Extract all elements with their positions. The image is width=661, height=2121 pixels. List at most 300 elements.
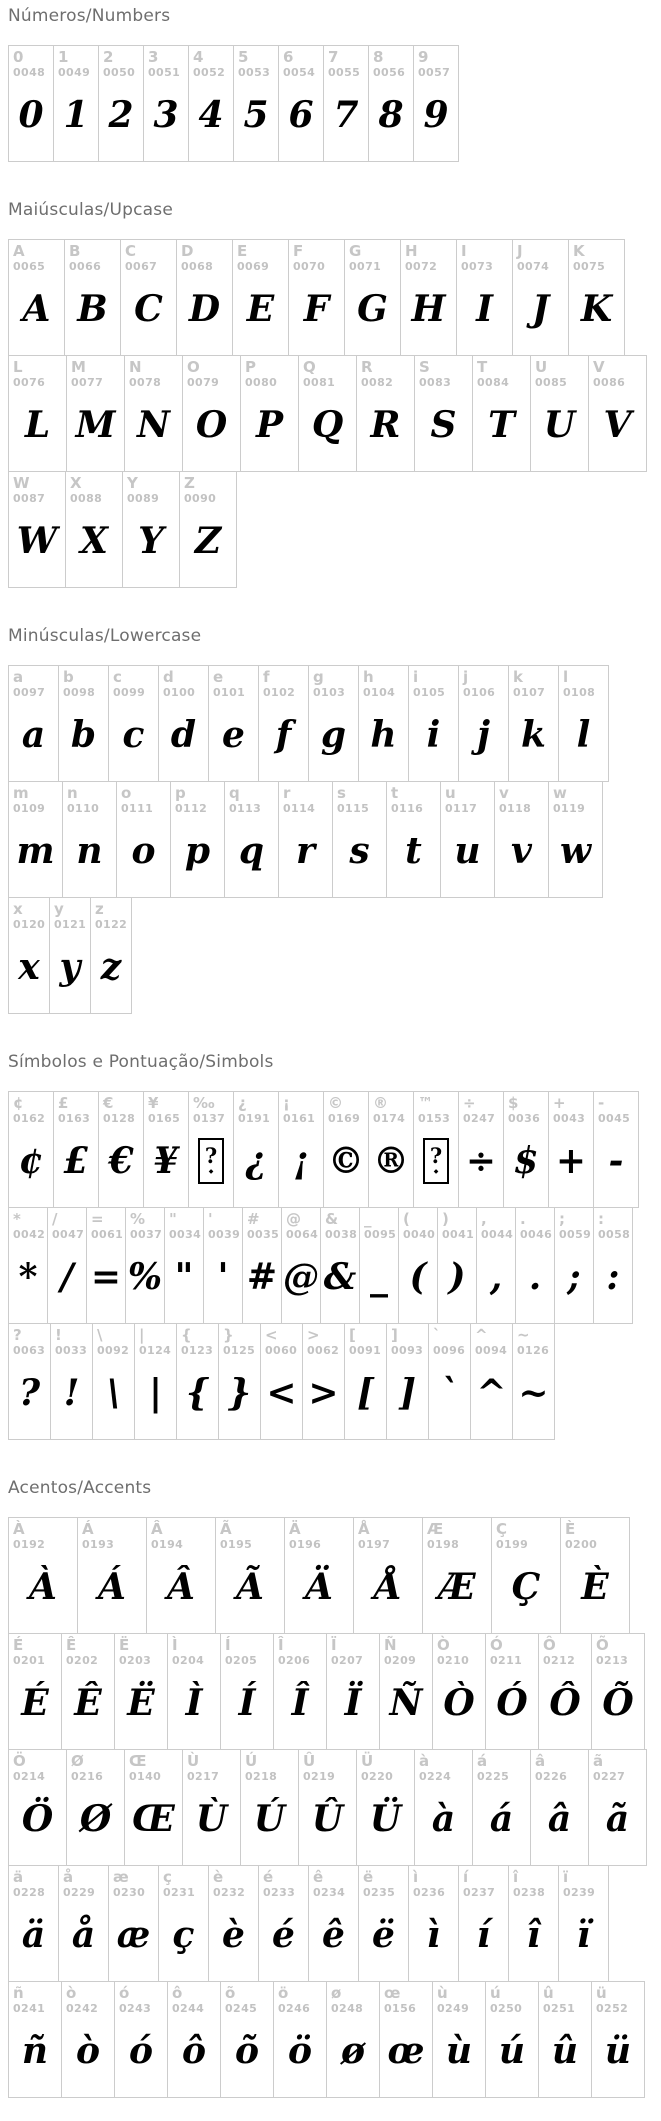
char-cell-0087 <box>8 471 66 588</box>
cell-char-label: @ <box>286 1210 301 1228</box>
cell-char-label: X <box>70 474 82 492</box>
char-cell-0111 <box>116 781 171 898</box>
charmap-row <box>8 471 661 588</box>
cell-char-label: U <box>535 358 548 376</box>
charmap-row <box>8 239 661 356</box>
glyph-0065: A <box>22 287 51 330</box>
cell-char-label: û <box>543 1984 554 2002</box>
cell-char-label: g <box>313 668 324 686</box>
glyph-0234: ê <box>322 1913 345 1956</box>
char-cell-0224 <box>414 1749 473 1866</box>
cell-head <box>225 1985 273 2015</box>
cell-head <box>433 1327 470 1357</box>
cell-head <box>293 243 344 273</box>
cell-head <box>13 1753 66 1783</box>
cell-char-label: + <box>553 1094 566 1112</box>
cell-head <box>303 359 356 389</box>
cell-head <box>119 1985 167 2015</box>
cell-head <box>13 1869 58 1899</box>
cell-char-label: H <box>405 242 418 260</box>
char-cell-0068 <box>176 239 233 356</box>
char-cell-0060 <box>260 1323 303 1440</box>
glyph-0060: < <box>266 1371 297 1414</box>
cell-char-label: ü <box>596 1984 607 2002</box>
glyph-0241: ñ <box>21 2029 49 2072</box>
glyph-0078: N <box>137 403 170 446</box>
cell-head <box>418 1095 458 1125</box>
char-cell-0235 <box>358 1865 409 1982</box>
cell-char-label: - <box>598 1094 605 1112</box>
cell-head <box>13 475 65 505</box>
cell-code-label: 0035 <box>247 1227 280 1241</box>
char-cell-0218 <box>240 1749 299 1866</box>
cell-head <box>437 1637 485 1667</box>
glyph-0084: T <box>488 403 515 446</box>
charmap-row <box>8 1865 661 1982</box>
char-cell-0123 <box>176 1323 219 1440</box>
cell-head <box>113 1869 158 1899</box>
glyph-0042: * <box>18 1255 38 1298</box>
cell-code-label: 0169 <box>328 1111 361 1125</box>
cell-head <box>463 669 508 699</box>
cell-char-label: C <box>125 242 137 260</box>
glyph-0072: H <box>411 287 446 330</box>
glyph-0196: Ä <box>305 1565 333 1608</box>
cell-code-label: 0196 <box>289 1537 322 1551</box>
cell-code-label: 0049 <box>58 65 91 79</box>
glyph-0107: k <box>521 713 546 756</box>
cell-char-label: t <box>391 784 399 802</box>
cell-char-label: Ë <box>119 1636 130 1654</box>
cell-char-label: V <box>593 358 605 376</box>
char-cell-0047 <box>47 1207 87 1324</box>
cell-head <box>361 1753 414 1783</box>
glyph-0059: ; <box>567 1255 581 1298</box>
cell-code-label: 0110 <box>67 801 100 815</box>
char-cell-0214 <box>8 1749 67 1866</box>
glyph-0233: é <box>272 1913 295 1956</box>
glyph-0055: 7 <box>333 93 359 136</box>
cell-char-label: ¢ <box>13 1094 24 1112</box>
cell-code-label: 0072 <box>405 259 438 273</box>
char-cell-0069 <box>232 239 289 356</box>
char-cell-0078 <box>124 355 183 472</box>
glyph-0203: Ë <box>127 1681 155 1724</box>
glyph-0244: ô <box>181 2029 206 2072</box>
glyph-0231: ç <box>172 1913 195 1956</box>
cell-code-label: 0106 <box>463 685 496 699</box>
char-cell-0071 <box>344 239 401 356</box>
cell-char-label: $ <box>508 1094 519 1112</box>
glyph-0165: ¥ <box>153 1139 179 1182</box>
char-cell-0202 <box>61 1633 115 1750</box>
char-cell-0245 <box>220 1981 274 2098</box>
cell-char-label: £ <box>58 1094 69 1112</box>
cell-head <box>283 1095 323 1125</box>
glyph-0045: - <box>608 1139 624 1182</box>
cell-head <box>225 1637 273 1667</box>
char-cell-0059 <box>554 1207 594 1324</box>
cell-head <box>289 1521 353 1551</box>
cell-code-label: 0162 <box>13 1111 46 1125</box>
char-cell-0249 <box>432 1981 486 2098</box>
cell-code-label: 0119 <box>553 801 586 815</box>
glyph-0153 <box>414 1125 458 1207</box>
cell-head <box>553 785 602 815</box>
glyph-0121: y <box>59 945 81 988</box>
cell-char-label: â <box>535 1752 546 1770</box>
char-cell-0213 <box>591 1633 645 1750</box>
cell-code-label: 0124 <box>139 1343 172 1357</box>
cell-head <box>70 475 122 505</box>
char-cell-0077 <box>66 355 125 472</box>
char-cell-0036 <box>503 1091 549 1208</box>
cell-head <box>63 1869 108 1899</box>
glyph-0115: s <box>349 829 370 872</box>
cell-char-label: | <box>139 1326 145 1344</box>
cell-head <box>391 1327 428 1357</box>
glyph-0036: $ <box>513 1139 539 1182</box>
char-cell-0231 <box>158 1865 209 1982</box>
cell-head <box>97 1327 134 1357</box>
glyph-0249: ù <box>445 2029 473 2072</box>
cell-code-label: 0120 <box>13 917 46 931</box>
section-lowercase <box>8 626 661 1014</box>
glyph-0076: L <box>24 403 51 446</box>
glyph-0125: } <box>227 1371 252 1414</box>
cell-head <box>187 1753 240 1783</box>
glyph-0083: S <box>430 403 457 446</box>
cell-head <box>278 1637 326 1667</box>
cell-head <box>313 669 358 699</box>
cell-code-label: 0091 <box>349 1343 382 1357</box>
charmap-row <box>8 897 661 1014</box>
cell-code-label: 0036 <box>508 1111 541 1125</box>
char-cell-0165 <box>143 1091 189 1208</box>
glyph-0206: Î <box>291 1681 309 1724</box>
glyph-0041: ) <box>448 1255 466 1298</box>
cell-code-label: 0071 <box>349 259 382 273</box>
glyph-0077: M <box>75 403 116 446</box>
cell-head <box>419 359 472 389</box>
char-cell-0219 <box>298 1749 357 1866</box>
glyph-0128: € <box>108 1139 134 1182</box>
cell-code-label: 0211 <box>490 1653 523 1667</box>
cell-head <box>490 1637 538 1667</box>
char-cell-0243 <box>114 1981 168 2098</box>
charmap-row <box>8 781 661 898</box>
cell-char-label: ò <box>66 1984 77 2002</box>
char-cell-0074 <box>512 239 569 356</box>
cell-char-label: 0 <box>13 48 24 66</box>
cell-head <box>384 1637 432 1667</box>
notdef-glyph-box: ? ◆ <box>198 1138 224 1184</box>
cell-char-label: ® <box>373 1094 388 1112</box>
cell-code-label: 0033 <box>55 1343 88 1357</box>
cell-head <box>499 785 548 815</box>
cell-head <box>283 49 323 79</box>
cell-code-label: 0085 <box>535 375 568 389</box>
cell-char-label: Å <box>358 1520 370 1538</box>
cell-code-label: 0066 <box>69 259 102 273</box>
char-cell-0207 <box>326 1633 380 1750</box>
cell-head <box>496 1521 560 1551</box>
glyph-0238: î <box>526 1913 541 1956</box>
char-cell-0113 <box>224 781 279 898</box>
cell-code-label: 0241 <box>13 2001 46 2015</box>
char-cell-0081 <box>298 355 357 472</box>
char-cell-0128 <box>98 1091 144 1208</box>
cell-code-label: 0113 <box>229 801 262 815</box>
cell-code-label: 0216 <box>71 1769 104 1783</box>
cell-code-label: 0117 <box>445 801 478 815</box>
cell-code-label: 0250 <box>490 2001 523 2015</box>
cell-char-label: u <box>445 784 456 802</box>
cell-char-label: N <box>129 358 142 376</box>
cell-char-label: ç <box>163 1868 172 1886</box>
char-cell-0106 <box>458 665 509 782</box>
cell-head <box>213 1869 258 1899</box>
notdef-glyph-box: ? ◆ <box>423 1138 449 1184</box>
cell-head <box>325 1211 359 1241</box>
cell-head <box>598 1211 632 1241</box>
glyph-0106: j <box>476 713 491 756</box>
char-cell-0205 <box>220 1633 274 1750</box>
cell-char-label: € <box>103 1094 114 1112</box>
glyph-0099: c <box>122 713 145 756</box>
cell-char-label: T <box>477 358 488 376</box>
cell-head <box>103 49 143 79</box>
cell-code-label: 0165 <box>148 1111 181 1125</box>
cell-char-label: Î <box>278 1636 284 1654</box>
cell-char-label: ) <box>442 1210 449 1228</box>
glyph-0087: W <box>16 519 58 562</box>
glyph-0073: I <box>476 287 493 330</box>
char-cell-0055 <box>323 45 369 162</box>
char-cell-0140 <box>124 1749 183 1866</box>
char-cell-0064 <box>281 1207 321 1324</box>
cell-char-label: À <box>13 1520 25 1538</box>
glyph-0104: h <box>370 713 397 756</box>
char-cell-0092 <box>92 1323 135 1440</box>
cell-code-label: 0218 <box>245 1769 278 1783</box>
cell-code-label: 0239 <box>563 1885 596 1899</box>
glyph-0098: b <box>70 713 97 756</box>
glyph-0049: 1 <box>63 93 89 136</box>
cell-head <box>413 1869 458 1899</box>
cell-head <box>66 1985 114 2015</box>
cell-code-label: 0226 <box>535 1769 568 1783</box>
glyph-0068: D <box>188 287 221 330</box>
char-cell-0161 <box>278 1091 324 1208</box>
glyph-0242: ò <box>75 2029 100 2072</box>
glyph-0248: ø <box>340 2029 365 2072</box>
cell-code-label: 0093 <box>391 1343 424 1357</box>
cell-head <box>328 49 368 79</box>
cell-head <box>181 1327 218 1357</box>
cell-head <box>13 901 49 931</box>
cell-char-label: . <box>520 1210 526 1228</box>
charmap-table-numbers <box>8 45 661 162</box>
char-cell-0054 <box>278 45 324 162</box>
glyph-0224: à <box>431 1797 456 1840</box>
cell-head <box>129 1753 182 1783</box>
charmap-table-accents <box>8 1517 661 2098</box>
glyph-0200: È <box>581 1565 609 1608</box>
char-cell-0093 <box>386 1323 429 1440</box>
cell-code-label: 0044 <box>481 1227 514 1241</box>
cell-code-label: 0034 <box>169 1227 202 1241</box>
cell-head <box>593 1753 646 1783</box>
cell-head <box>413 669 458 699</box>
cell-code-label: 0079 <box>187 375 220 389</box>
cell-head <box>442 1211 476 1241</box>
cell-head <box>405 243 456 273</box>
cell-char-label: ` <box>433 1326 441 1344</box>
char-cell-0088 <box>65 471 123 588</box>
cell-head <box>553 1095 593 1125</box>
cell-code-label: 0051 <box>148 65 181 79</box>
cell-code-label: 0121 <box>54 917 87 931</box>
cell-char-label: O <box>187 358 200 376</box>
cell-head <box>535 359 588 389</box>
cell-char-label: 3 <box>148 48 159 66</box>
cell-head <box>373 1095 413 1125</box>
cell-char-label: © <box>328 1094 343 1112</box>
cell-char-label: h <box>363 668 374 686</box>
cell-char-label: A <box>13 242 25 260</box>
char-cell-0200 <box>560 1517 630 1634</box>
cell-head <box>373 49 413 79</box>
cell-head <box>245 1753 298 1783</box>
cell-head <box>82 1521 146 1551</box>
cell-code-label: 0089 <box>127 491 160 505</box>
cell-head <box>403 1211 437 1241</box>
cell-code-label: 0126 <box>517 1343 550 1357</box>
cell-head <box>113 669 158 699</box>
cell-code-label: 0043 <box>553 1111 586 1125</box>
cell-char-label: Ø <box>71 1752 84 1770</box>
glyph-0075: K <box>580 287 613 330</box>
glyph-0111: o <box>131 829 156 872</box>
cell-char-label: / <box>52 1210 58 1228</box>
glyph-0074: J <box>531 287 550 330</box>
glyph-0053: 5 <box>243 93 269 136</box>
char-cell-0108 <box>558 665 609 782</box>
glyph-0210: Ò <box>443 1681 475 1724</box>
glyph-0225: á <box>489 1797 514 1840</box>
cell-char-label: B <box>69 242 81 260</box>
glyph-0213: Õ <box>602 1681 634 1724</box>
char-cell-0163 <box>53 1091 99 1208</box>
glyph-0081: Q <box>311 403 344 446</box>
cell-char-label: ë <box>363 1868 374 1886</box>
cell-char-label: ú <box>490 1984 501 2002</box>
cell-char-label: ÷ <box>463 1094 476 1112</box>
charmap-table-symbols <box>8 1091 661 1440</box>
cell-code-label: 0118 <box>499 801 532 815</box>
cell-code-label: 0099 <box>113 685 146 699</box>
glyph-0046: . <box>528 1255 542 1298</box>
glyph-0044: , <box>489 1255 503 1298</box>
cell-head <box>286 1211 320 1241</box>
char-cell-0125 <box>218 1323 261 1440</box>
cell-code-label: 0096 <box>433 1343 466 1357</box>
cell-code-label: 0163 <box>58 1111 91 1125</box>
cell-code-label: 0046 <box>520 1227 553 1241</box>
char-cell-0252 <box>591 1981 645 2098</box>
cell-code-label: 0095 <box>364 1227 397 1241</box>
cell-code-label: 0230 <box>113 1885 146 1899</box>
char-cell-0246 <box>273 1981 327 2098</box>
cell-char-label: F <box>293 242 304 260</box>
char-cell-0079 <box>182 355 241 472</box>
cell-head <box>91 1211 125 1241</box>
glyph-0197: Å <box>374 1565 402 1608</box>
glyph-0057: 9 <box>423 93 449 136</box>
glyph-0218: Ú <box>253 1797 286 1840</box>
cell-char-label: ô <box>172 1984 183 2002</box>
glyph-0071: G <box>357 287 388 330</box>
cell-code-label: 0058 <box>598 1227 631 1241</box>
char-cell-0046 <box>515 1207 555 1324</box>
cell-char-label: j <box>463 668 469 686</box>
cell-code-label: 0249 <box>437 2001 470 2015</box>
cell-char-label: Z <box>184 474 195 492</box>
char-cell-0117 <box>440 781 495 898</box>
cell-code-label: 0111 <box>121 801 154 815</box>
cell-head <box>477 1753 530 1783</box>
char-cell-0227 <box>588 1749 647 1866</box>
char-cell-0066 <box>64 239 121 356</box>
char-cell-0239 <box>558 1865 609 1982</box>
cell-char-label: ö <box>278 1984 289 2002</box>
cell-code-label: 0125 <box>223 1343 256 1357</box>
cell-char-label: Õ <box>596 1636 609 1654</box>
char-cell-0238 <box>508 1865 559 1982</box>
cell-char-label: ä <box>13 1868 24 1886</box>
cell-head <box>565 1521 629 1551</box>
glyph-0163: £ <box>63 1139 89 1182</box>
cell-code-label: 0045 <box>598 1111 631 1125</box>
cell-char-label: 8 <box>373 48 384 66</box>
cell-head <box>245 359 298 389</box>
char-cell-0169 <box>323 1091 369 1208</box>
cell-char-label: Ó <box>490 1636 503 1654</box>
cell-code-label: 0210 <box>437 1653 470 1667</box>
cell-char-label: E <box>237 242 248 260</box>
cell-code-label: 0064 <box>286 1227 319 1241</box>
char-cell-0122 <box>90 897 132 1014</box>
charmap-table-lowercase <box>8 665 661 1014</box>
cell-code-label: 0191 <box>238 1111 271 1125</box>
char-cell-0242 <box>61 1981 115 2098</box>
cell-char-label: y <box>54 900 64 918</box>
cell-code-label: 0228 <box>13 1885 46 1899</box>
char-cell-0105 <box>408 665 459 782</box>
cell-code-label: 0217 <box>187 1769 220 1783</box>
cell-code-label: 0116 <box>391 801 424 815</box>
glyph-0124: | <box>148 1371 163 1414</box>
cell-code-label: 0174 <box>373 1111 406 1125</box>
char-cell-0038 <box>320 1207 360 1324</box>
cell-head <box>247 1211 281 1241</box>
cell-char-label: w <box>553 784 567 802</box>
glyph-0108: l <box>576 713 591 756</box>
char-cell-0220 <box>356 1749 415 1866</box>
cell-char-label: Œ <box>129 1752 147 1770</box>
cell-head <box>517 1327 554 1357</box>
